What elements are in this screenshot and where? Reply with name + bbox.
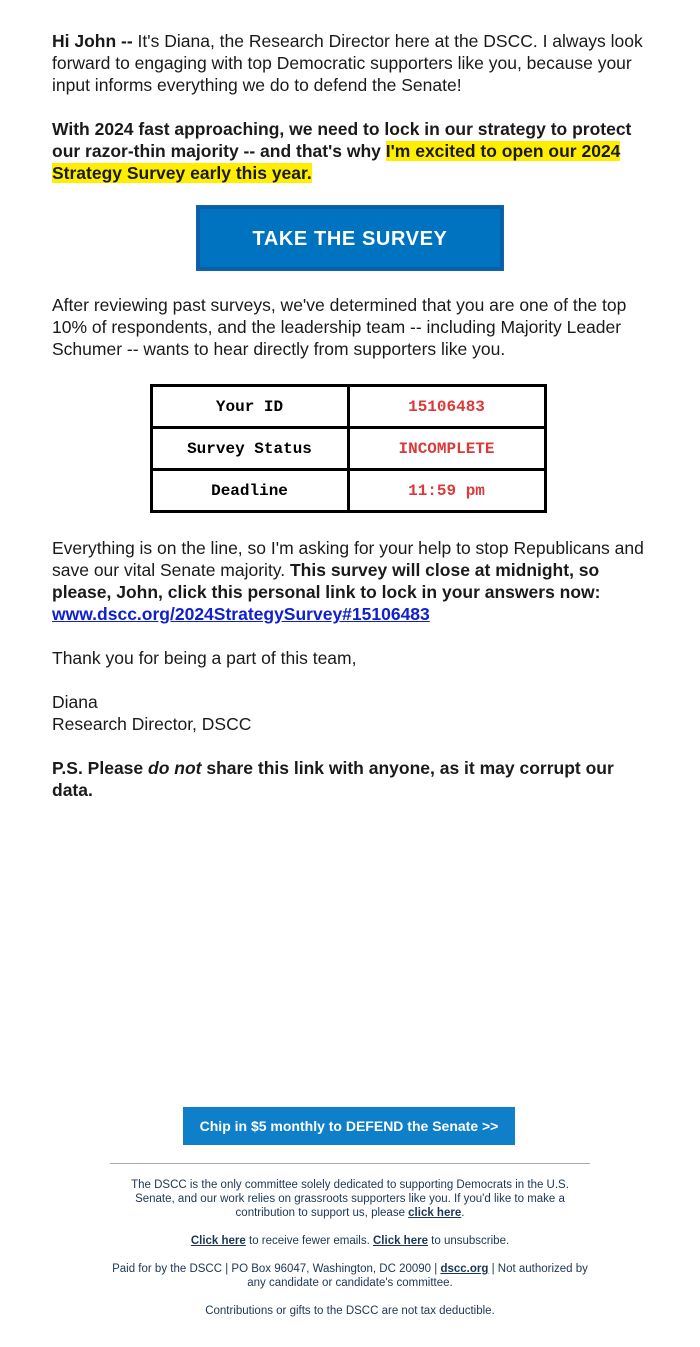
unsubscribe-link[interactable]: Click here [373, 1235, 428, 1247]
ps-suffix: share this link with anyone, as it may corrupt our data. [52, 758, 614, 800]
deadline-label: Deadline [151, 470, 348, 512]
chip-in-container [0, 1107, 700, 1145]
ps-paragraph [52, 757, 652, 801]
strategy-highlight: I'm excited to open our 2024 Strategy Survey early this year. [52, 141, 621, 183]
table-row [151, 386, 545, 428]
status-value: INCOMPLETE [348, 428, 545, 470]
strategy-paragraph [52, 118, 652, 184]
signature-title: Research Director, DSCC [52, 714, 252, 734]
review-paragraph: After reviewing past surveys, we've determined that you are one of the top 10% of respondents, and the leadership team -- including Majority Leader Schumer -- wants to hear directly from supporters like you. [52, 295, 627, 359]
footer-paid-for [110, 1262, 590, 1290]
unsubscribe-text: to unsubscribe. [427, 1235, 510, 1247]
table-row [151, 428, 545, 470]
fewer-emails-link[interactable]: Click here [190, 1235, 246, 1247]
id-label: Your ID [151, 386, 348, 428]
footer-tax-note: Contributions or gifts to the DSCC are not tax deductible. [205, 1305, 495, 1317]
deadline-value: 11:59 pm [348, 470, 545, 512]
greeting-text: It's Diana, the Research Director here at the DSCC. I always look forward to engaging with top Democratic supporters like you, because your input informs everything we do to defend the Senate! [52, 31, 643, 95]
fewer-emails-text: to receive fewer emails. [245, 1235, 373, 1247]
table-row [151, 470, 545, 512]
status-label: Survey Status [151, 428, 348, 470]
strategy-text: With 2024 fast approaching, we need to lock in our strategy to protect our razor-thin majority -- and that's why [52, 119, 632, 161]
urgency-paragraph [52, 537, 652, 625]
urgency-bold: This survey will close at midnight, so please, John, click this personal link to lock in your answers now: [52, 560, 601, 602]
ps-prefix: P.S. Please [52, 758, 149, 778]
cta-container [48, 206, 652, 270]
footer [110, 1178, 590, 1318]
email-body [52, 30, 652, 801]
footer-divider [110, 1163, 590, 1164]
take-survey-button[interactable]: TAKE THE SURVEY [197, 206, 503, 270]
dscc-site-link[interactable]: dscc.org [440, 1263, 489, 1275]
chip-in-button[interactable]: Chip in $5 monthly to DEFEND the Senate >> [183, 1107, 515, 1145]
footer-about-end: . [461, 1207, 465, 1219]
footer-about [110, 1178, 590, 1220]
signature-name: Diana [52, 692, 98, 712]
contribute-link[interactable]: click here [408, 1207, 462, 1219]
survey-link[interactable]: www.dscc.org/2024StrategySurvey#15106483 [52, 604, 430, 624]
signature [52, 691, 652, 735]
thanks-paragraph: Thank you for being a part of this team, [52, 648, 357, 668]
footer-email-prefs [110, 1234, 590, 1248]
id-value: 15106483 [348, 386, 545, 428]
ps-emphasis: do not [148, 758, 202, 778]
survey-id-table [150, 384, 547, 513]
footer-about-text: The DSCC is the only committee solely dedicated to supporting Democrats in the U.S. Senate, and our work relies on grassroots supporters like you. If you'd like to make a contribution to support us, please [131, 1179, 569, 1219]
paid-for-end: | Not authorized by any candidate or candidate's committee. [247, 1263, 588, 1289]
greeting-paragraph [52, 30, 652, 96]
greeting-salutation: Hi John -- [52, 31, 133, 51]
urgency-text: Everything is on the line, so I'm asking for your help to stop Republicans and save our vital Senate majority. [52, 538, 644, 580]
paid-for-text: Paid for by the DSCC | PO Box 96047, Washington, DC 20090 | [112, 1263, 441, 1275]
